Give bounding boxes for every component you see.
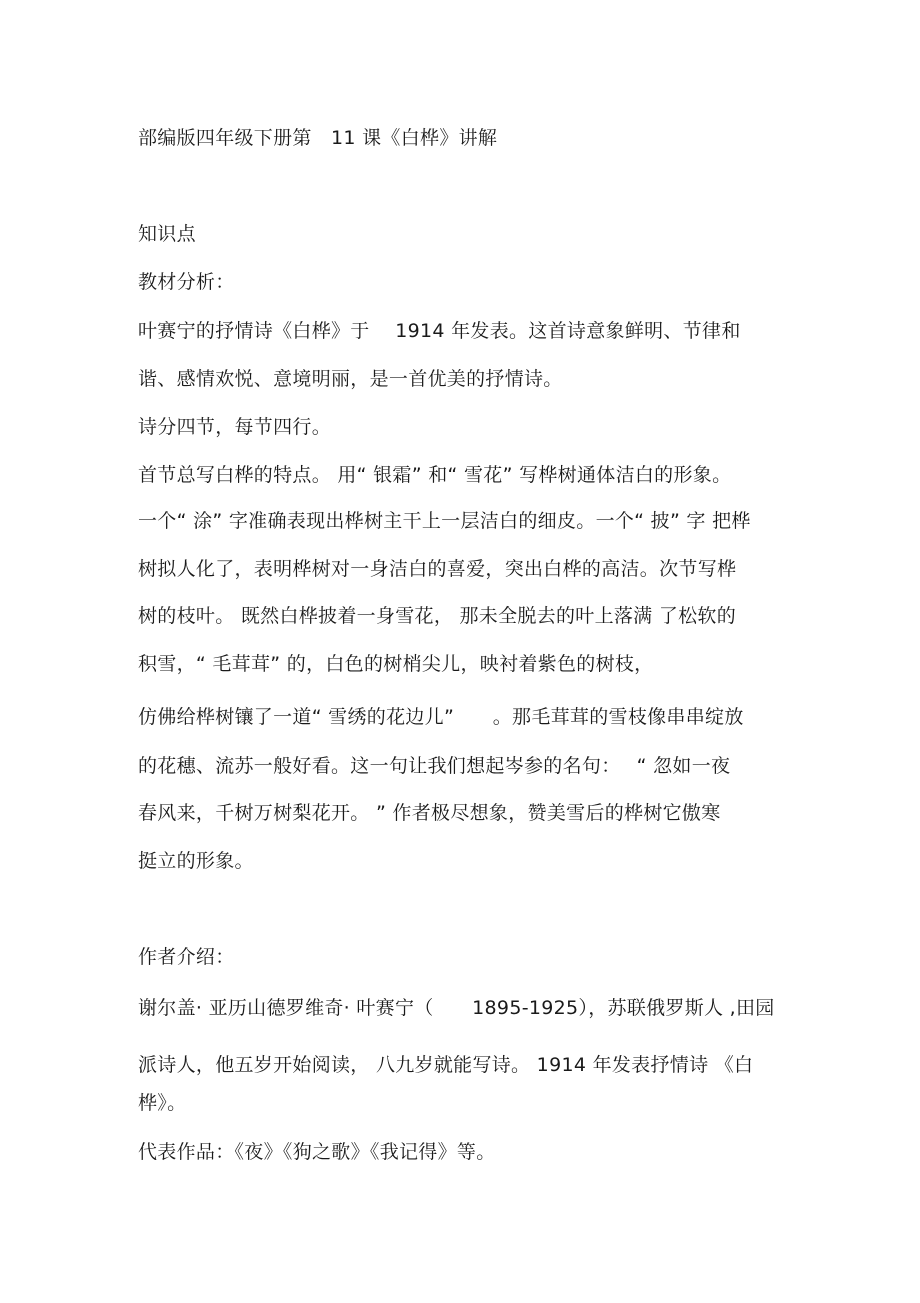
analysis-line: 积雪，“ 毛茸茸” 的，白色的树梢尖儿，映衬着紫色的树枝， [138,653,654,675]
analysis-line: 首节总写白桦的特点。 用“ 银霜” 和“ 雪花” 写桦树通体洁白的形象。 [138,464,732,486]
analysis-line: 春风来，千树万树梨花开。 ” 作者极尽想象，赞美雪后的桦树它傲寒 [138,802,721,824]
analysis-line: 谐、感情欢悦、意境明丽，是一首优美的抒情诗。 [138,368,563,390]
analysis-line: 挺立的形象。 [138,850,254,872]
author-line: 桦》。 [138,1092,187,1114]
author-line: 代表作品：《夜》《狗之歌》《我记得》等。 [138,1141,496,1163]
author-line: 派诗人，他五岁开始阅读， 八九岁就能写诗。 1914 年发表抒情诗 《白 [138,1054,754,1076]
analysis-line: 仿佛给桦树镶了一道“ 雪绣的花边儿” 。那毛茸茸的雪枝像串串绽放 [138,706,744,728]
analysis-line: 叶赛宁的抒情诗《白桦》于 1914 年发表。这首诗意象鲜明、节律和 [138,320,741,342]
analysis-line: 一个“ 涂” 字准确表现出桦树主干上一层洁白的细皮。一个“ 披” 字 把桦 [138,510,751,532]
analysis-line: 树的枝叶。 既然白桦披着一身雪花， 那未全脱去的叶上落满 了松软的 [138,605,737,627]
analysis-line: 的花穗、流苏一般好看。这一句让我们想起岑参的名句： “ 忽如一夜 [138,755,731,777]
author-line: 谢尔盖· 亚历山德罗维奇· 叶赛宁（ 1895-1925），苏联俄罗斯人 ,田园 [138,997,775,1019]
section-heading-knowledge: 知识点 [138,223,196,245]
analysis-line: 诗分四节，每节四行。 [138,416,332,438]
subsection-heading-analysis: 教材分析： [138,271,235,293]
document-title: 部编版四年级下册第 11 课《白桦》讲解 [138,127,498,149]
subsection-heading-author: 作者介绍： [138,946,235,968]
analysis-line: 树拟人化了，表明桦树对一身洁白的喜爱，突出白桦的高洁。次节写桦 [138,558,737,580]
